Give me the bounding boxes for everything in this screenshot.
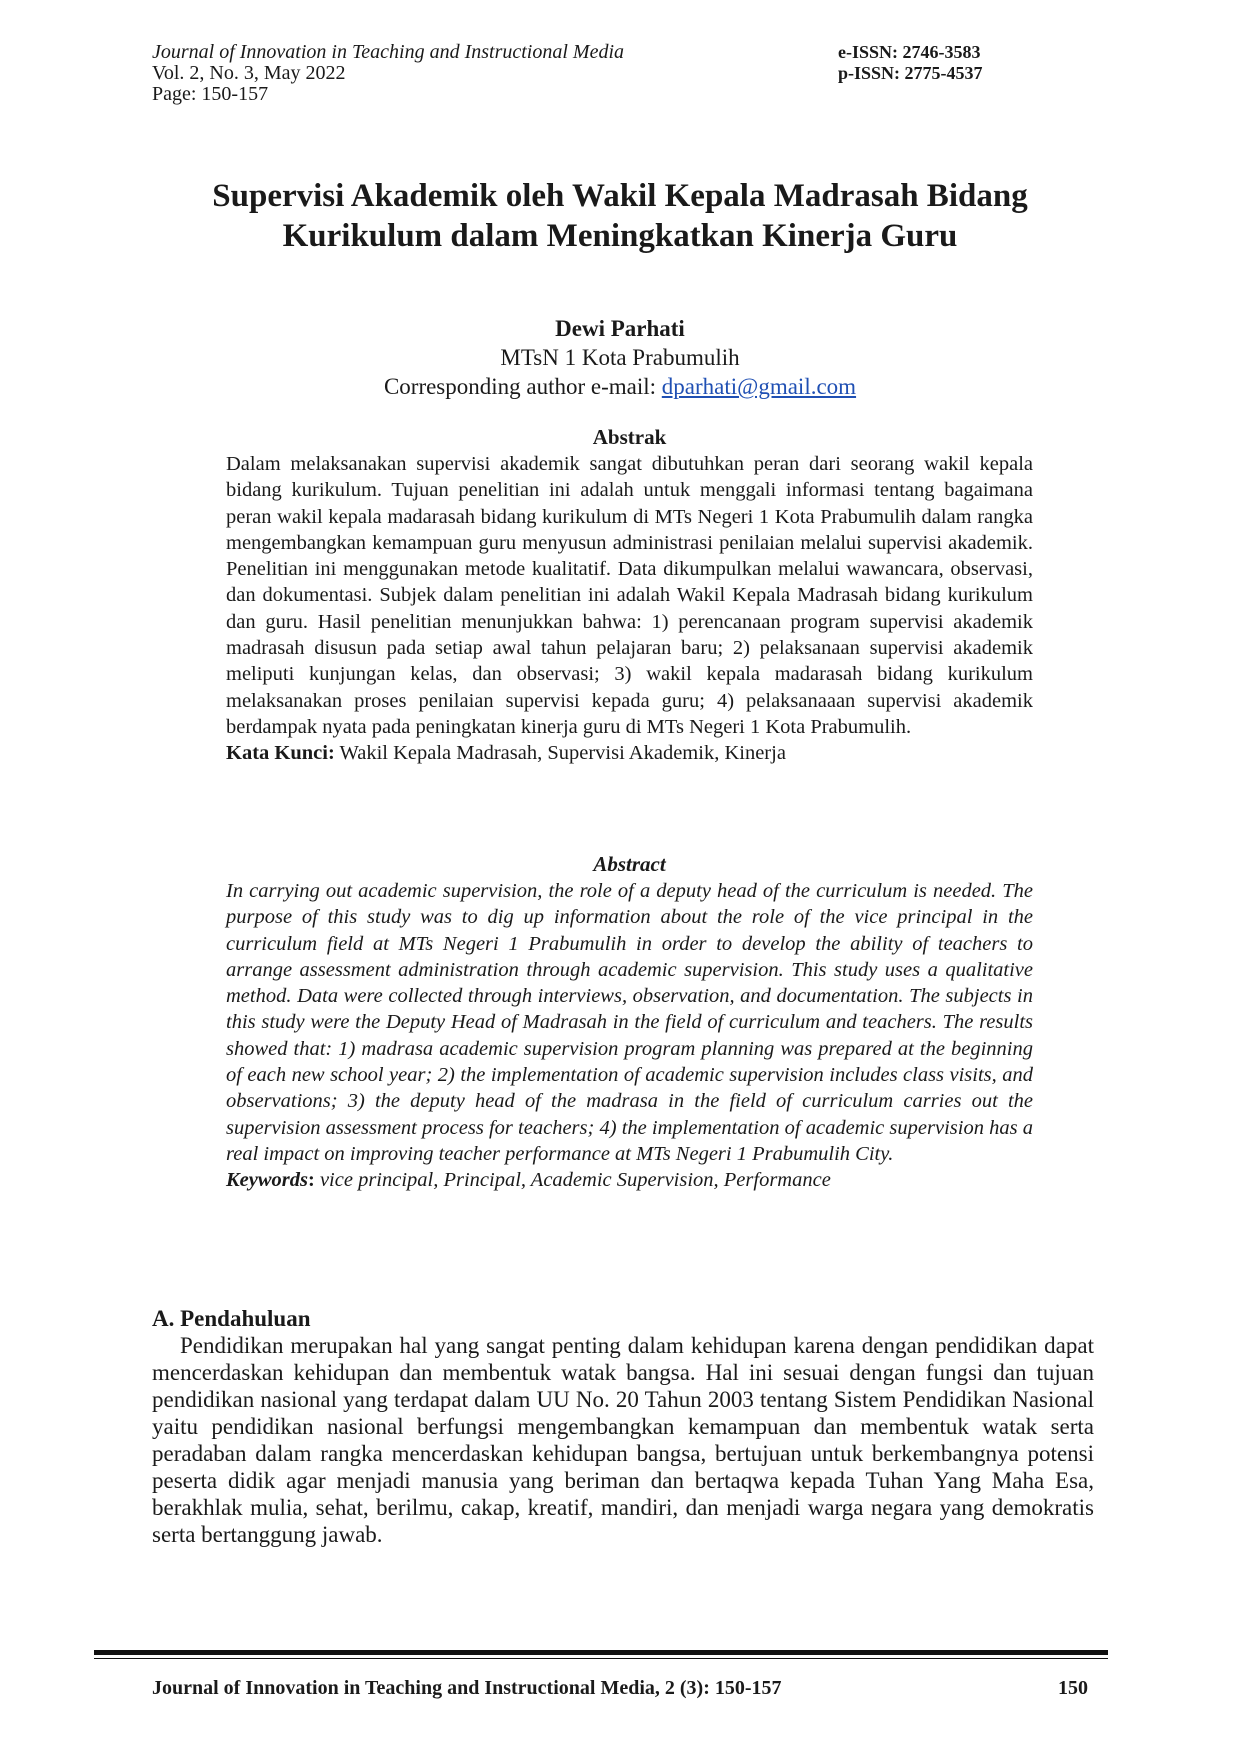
abstract-block bbox=[226, 851, 1033, 1194]
author-block bbox=[140, 314, 1100, 401]
footer-citation: Journal of Innovation in Teaching and Instructional Media, 2 (3): 150-157 bbox=[152, 1677, 782, 1699]
section-heading: A. Pendahuluan bbox=[152, 1306, 311, 1331]
abstrak-body: Dalam melaksanakan supervisi akademik sangat dibutuhkan peran dari seorang wakil kepala bidang kurikulum. Tujuan penelitian ini adalah untuk menggali informasi tentang bagaimana peran wakil kepala madarasah bidang kurikulum di MTs Negeri 1 Kota Prabumulih dalam rangka mengembangkan kemampuan guru menyusun administrasi penilaian melalui supervisi akademik. Penelitian ini menggunakan metode kualitatif. Data dikumpulkan melalui wawancara, observasi, dan dokumentasi. Subjek dalam penelitian ini adalah Wakil Kepala Madrasah bidang kurikulum dan guru. Hasil penelitian menunjukkan bahwa: 1) perencanaan program supervisi akademik madrasah disusun pada setiap awal tahun pelajaran baru; 2) pelaksanaan supervisi akademik meliputi kunjungan kelas, dan observasi; 3) wakil kepala madarasah bidang kurikulum melaksanakan proses penilaian supervisi kepada guru; 4) pelaksanaaan supervisi akademik berdampak nyata pada peningkatan kinerja guru di MTs Negeri 1 Kota Prabumulih. bbox=[226, 453, 1033, 738]
running-header-left bbox=[152, 42, 624, 105]
pissn: p-ISSN: 2775-4537 bbox=[838, 63, 983, 83]
section-pendahuluan bbox=[152, 1305, 1094, 1548]
author-affiliation: MTsN 1 Kota Prabumulih bbox=[500, 345, 740, 370]
journal-name: Journal of Innovation in Teaching and Instructional Media bbox=[152, 41, 625, 63]
abstrak-block bbox=[226, 424, 1033, 767]
abstrak-keywords bbox=[226, 740, 1033, 766]
author-email-line bbox=[140, 372, 1100, 401]
abstract-keywords-label: Keywords bbox=[226, 1169, 308, 1192]
abstract-keywords-text: vice principal, Principal, Academic Supervision, Performance bbox=[314, 1169, 831, 1192]
running-header-right bbox=[838, 42, 983, 84]
email-label: Corresponding author e-mail: bbox=[383, 374, 662, 399]
paper-title bbox=[140, 176, 1100, 256]
footer-rule bbox=[94, 1650, 1108, 1655]
abstract-body: In carrying out academic supervision, the role of a deputy head of the curriculum is needed. The purpose of this study was to dig up information about the role of the vice principal in the curriculum field at MTs Negeri 1 Prabumulih in order to develop the ability of teachers to arrange assessment administration through academic supervision. This study uses a qualitative method. Data were collected through interviews, observation, and documentation. The subjects in this study were the Deputy Head of Madrasah in the field of curriculum and teachers. The results showed that: 1) madrasa academic supervision program planning was prepared at the beginning of each new school year; 2) the implementation of academic supervision includes class visits, and observations; 3) the deputy head of the madrasa in the field of curriculum carries out the supervision assessment process for teachers; 4) the implementation of academic supervision has a real impact on improving teacher performance at MTs Negeri 1 Prabumulih City. bbox=[226, 880, 1033, 1165]
abstrak-keywords-label: Kata Kunci: bbox=[226, 742, 335, 765]
title-line-1: Supervisi Akademik oleh Wakil Kepala Madrasah Bidang bbox=[212, 178, 1028, 214]
page-number: 150 bbox=[1058, 1677, 1088, 1699]
eissn: e-ISSN: 2746-3583 bbox=[838, 42, 981, 62]
footer-rule-thin bbox=[94, 1658, 1108, 1659]
abstrak-heading: Abstrak bbox=[592, 425, 667, 449]
author-name: Dewi Parhati bbox=[555, 316, 685, 341]
section-body: Pendidikan merupakan hal yang sangat penting dalam kehidupan karena dengan pendidikan dapat mencerdaskan kehidupan dan membentuk watak bangsa. Hal ini sesuai dengan fungsi dan tujuan pendidikan nasional yang terdapat dalam UU No. 20 Tahun 2003 tentang Sistem Pendidikan Nasional yaitu pendidikan nasional berfungsi mengembangkan kemampuan dan membentuk watak serta peradaban dalam rangka mencerdaskan kehidupan bangsa, bertujuan untuk berkembangnya potensi peserta didik agar menjadi manusia yang beriman dan bertaqwa kepada Tuhan Yang Maha Esa, berakhlak mulia, sehat, berilmu, cakap, kreatif, mandiri, dan menjadi warga negara yang demokratis serta bertanggung jawab. bbox=[152, 1333, 1094, 1547]
title-line-2: Kurikulum dalam Meningkatkan Kinerja Guru bbox=[282, 218, 958, 254]
journal-pages: Page: 150-157 bbox=[152, 83, 269, 105]
abstract-keywords-colon: : bbox=[308, 1169, 315, 1192]
abstrak-keywords-text: Wakil Kepala Madrasah, Supervisi Akademik, Kinerja bbox=[334, 742, 786, 765]
journal-volume: Vol. 2, No. 3, May 2022 bbox=[152, 62, 346, 84]
email-link[interactable]: dparhati@gmail.com bbox=[661, 374, 857, 399]
abstract-heading: Abstract bbox=[593, 852, 666, 876]
abstract-keywords bbox=[226, 1167, 1033, 1193]
